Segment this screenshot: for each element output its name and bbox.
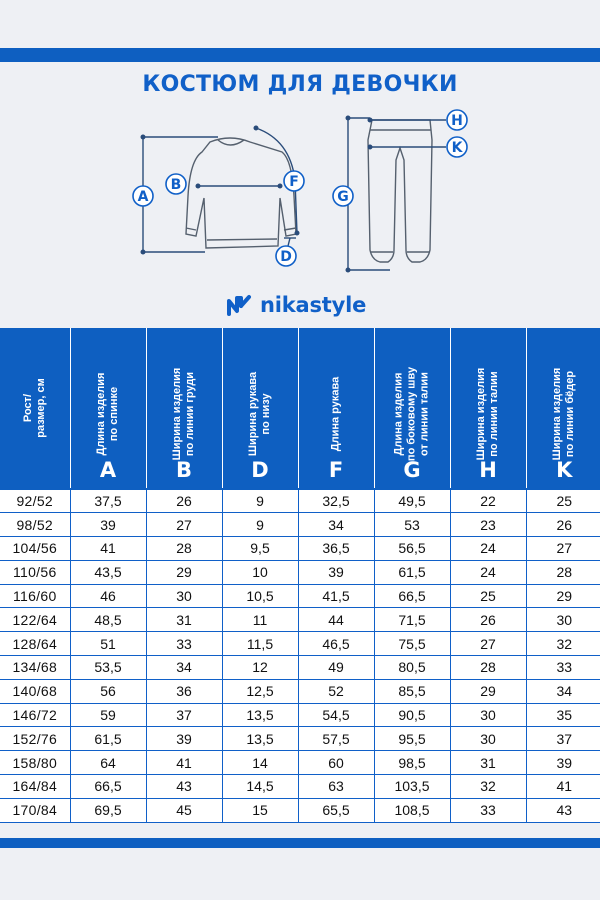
value-cell: 29	[146, 560, 222, 584]
value-cell: 36	[146, 679, 222, 703]
size-cell: 164/84	[0, 775, 70, 799]
value-cell: 30	[526, 608, 600, 632]
header-label: Длина рукава	[329, 376, 342, 452]
value-cell: 27	[146, 513, 222, 537]
table-header-row	[0, 328, 600, 489]
value-cell: 56,5	[374, 537, 450, 561]
value-cell: 28	[146, 537, 222, 561]
value-cell: 26	[526, 513, 600, 537]
value-cell: 43	[146, 775, 222, 799]
value-cell: 85,5	[374, 679, 450, 703]
header-letter: K	[556, 458, 573, 482]
header-letter: F	[328, 458, 344, 482]
size-cell: 140/68	[0, 679, 70, 703]
value-cell: 32	[450, 775, 526, 799]
value-cell: 52	[298, 679, 374, 703]
value-cell: 9	[222, 489, 298, 513]
value-cell: 31	[146, 608, 222, 632]
header-letter: A	[99, 458, 117, 482]
size-cell: 104/56	[0, 537, 70, 561]
value-cell: 49,5	[374, 489, 450, 513]
table-body	[0, 489, 600, 822]
header-label: Ширина рукава по низу	[247, 371, 272, 457]
value-cell: 23	[450, 513, 526, 537]
size-cell: 152/76	[0, 727, 70, 751]
size-cell: 158/80	[0, 751, 70, 775]
value-cell: 65,5	[298, 798, 374, 822]
value-cell: 26	[450, 608, 526, 632]
header-cell	[450, 328, 526, 489]
table-row	[0, 608, 600, 632]
table-row	[0, 798, 600, 822]
size-cell: 146/72	[0, 703, 70, 727]
value-cell: 32,5	[298, 489, 374, 513]
value-cell: 36,5	[298, 537, 374, 561]
value-cell: 71,5	[374, 608, 450, 632]
size-cell: 134/68	[0, 656, 70, 680]
header-letter: H	[479, 458, 497, 482]
header-label: Рост/ размер, см	[21, 378, 47, 438]
value-cell: 30	[450, 703, 526, 727]
size-cell: 116/60	[0, 584, 70, 608]
value-cell: 33	[146, 632, 222, 656]
value-cell: 14	[222, 751, 298, 775]
label-h: H	[451, 113, 463, 129]
value-cell: 27	[526, 537, 600, 561]
value-cell: 31	[450, 751, 526, 775]
value-cell: 41	[146, 751, 222, 775]
brand-name: nikastyle	[260, 293, 367, 317]
header-cell	[222, 328, 298, 489]
value-cell: 75,5	[374, 632, 450, 656]
value-cell: 32	[526, 632, 600, 656]
table-row	[0, 703, 600, 727]
value-cell: 26	[146, 489, 222, 513]
value-cell: 56	[70, 679, 146, 703]
value-cell: 24	[450, 537, 526, 561]
value-cell: 51	[70, 632, 146, 656]
header-label: Ширина изделия по линии груди	[171, 367, 196, 461]
value-cell: 24	[450, 560, 526, 584]
table-row	[0, 537, 600, 561]
sweatshirt-drawing	[186, 138, 296, 248]
value-cell: 95,5	[374, 727, 450, 751]
header-cell	[526, 328, 600, 489]
value-cell: 28	[450, 656, 526, 680]
header-label: Длина изделия по боковому шву от линии талии	[392, 366, 431, 462]
value-cell: 41	[70, 537, 146, 561]
value-cell: 29	[450, 679, 526, 703]
header-cell	[374, 328, 450, 489]
brand-logo	[226, 288, 366, 322]
value-cell: 41	[526, 775, 600, 799]
label-f: F	[289, 174, 299, 190]
value-cell: 63	[298, 775, 374, 799]
value-cell: 41,5	[298, 584, 374, 608]
value-cell: 48,5	[70, 608, 146, 632]
value-cell: 66,5	[374, 584, 450, 608]
value-cell: 37,5	[70, 489, 146, 513]
table-row	[0, 656, 600, 680]
value-cell: 10	[222, 560, 298, 584]
label-a: A	[137, 189, 149, 205]
value-cell: 46,5	[298, 632, 374, 656]
value-cell: 37	[526, 727, 600, 751]
pants-drawing	[368, 120, 432, 262]
header-label: Ширина изделия по линии талии	[475, 367, 500, 461]
table-row	[0, 679, 600, 703]
header-cell	[0, 328, 70, 489]
header-letter: G	[403, 458, 421, 482]
value-cell: 54,5	[298, 703, 374, 727]
value-cell: 66,5	[70, 775, 146, 799]
table-row	[0, 560, 600, 584]
size-cell: 110/56	[0, 560, 70, 584]
value-cell: 45	[146, 798, 222, 822]
label-g: G	[337, 189, 349, 205]
value-cell: 13,5	[222, 727, 298, 751]
value-cell: 57,5	[298, 727, 374, 751]
value-cell: 64	[70, 751, 146, 775]
value-cell: 25	[526, 489, 600, 513]
table-row	[0, 513, 600, 537]
header-label: Длина изделия по спинке	[95, 372, 120, 456]
value-cell: 37	[146, 703, 222, 727]
size-table-wrap	[0, 328, 600, 823]
size-table	[0, 328, 600, 823]
table-row	[0, 775, 600, 799]
value-cell: 12,5	[222, 679, 298, 703]
value-cell: 13,5	[222, 703, 298, 727]
value-cell: 43,5	[70, 560, 146, 584]
value-cell: 60	[298, 751, 374, 775]
value-cell: 15	[222, 798, 298, 822]
value-cell: 11	[222, 608, 298, 632]
header-cell	[146, 328, 222, 489]
value-cell: 61,5	[70, 727, 146, 751]
value-cell: 35	[526, 703, 600, 727]
table-row	[0, 632, 600, 656]
value-cell: 9,5	[222, 537, 298, 561]
value-cell: 30	[146, 584, 222, 608]
label-b: B	[170, 177, 182, 193]
measurement-diagram	[0, 100, 600, 280]
value-cell: 39	[70, 513, 146, 537]
value-cell: 30	[450, 727, 526, 751]
value-cell: 34	[526, 679, 600, 703]
value-cell: 53	[374, 513, 450, 537]
value-cell: 69,5	[70, 798, 146, 822]
value-cell: 49	[298, 656, 374, 680]
header-cell	[298, 328, 374, 489]
nikastyle-logo-icon	[226, 292, 252, 318]
value-cell: 59	[70, 703, 146, 727]
table-row	[0, 584, 600, 608]
value-cell: 11,5	[222, 632, 298, 656]
value-cell: 98,5	[374, 751, 450, 775]
size-cell: 98/52	[0, 513, 70, 537]
value-cell: 46	[70, 584, 146, 608]
value-cell: 44	[298, 608, 374, 632]
value-cell: 22	[450, 489, 526, 513]
value-cell: 90,5	[374, 703, 450, 727]
value-cell: 27	[450, 632, 526, 656]
value-cell: 103,5	[374, 775, 450, 799]
header-letter: B	[175, 458, 192, 482]
value-cell: 33	[450, 798, 526, 822]
value-cell: 80,5	[374, 656, 450, 680]
top-accent-bar	[0, 48, 600, 62]
value-cell: 9	[222, 513, 298, 537]
header-letter: D	[251, 458, 269, 482]
value-cell: 34	[146, 656, 222, 680]
page-title: КОСТЮМ ДЛЯ ДЕВОЧКИ	[142, 72, 458, 97]
value-cell: 12	[222, 656, 298, 680]
value-cell: 28	[526, 560, 600, 584]
value-cell: 34	[298, 513, 374, 537]
value-cell: 33	[526, 656, 600, 680]
value-cell: 25	[450, 584, 526, 608]
value-cell: 43	[526, 798, 600, 822]
size-cell: 92/52	[0, 489, 70, 513]
table-row	[0, 727, 600, 751]
bottom-accent-bar	[0, 838, 600, 848]
value-cell: 53,5	[70, 656, 146, 680]
table-row	[0, 489, 600, 513]
size-cell: 122/64	[0, 608, 70, 632]
value-cell: 39	[526, 751, 600, 775]
label-k: K	[451, 140, 463, 156]
value-cell: 29	[526, 584, 600, 608]
size-cell: 170/84	[0, 798, 70, 822]
value-cell: 61,5	[374, 560, 450, 584]
label-d: D	[280, 249, 292, 265]
header-cell	[70, 328, 146, 489]
value-cell: 108,5	[374, 798, 450, 822]
size-cell: 128/64	[0, 632, 70, 656]
value-cell: 14,5	[222, 775, 298, 799]
header-label: Ширина изделия по линии бёдер	[551, 367, 577, 461]
value-cell: 39	[146, 727, 222, 751]
value-cell: 10,5	[222, 584, 298, 608]
value-cell: 39	[298, 560, 374, 584]
table-row	[0, 751, 600, 775]
